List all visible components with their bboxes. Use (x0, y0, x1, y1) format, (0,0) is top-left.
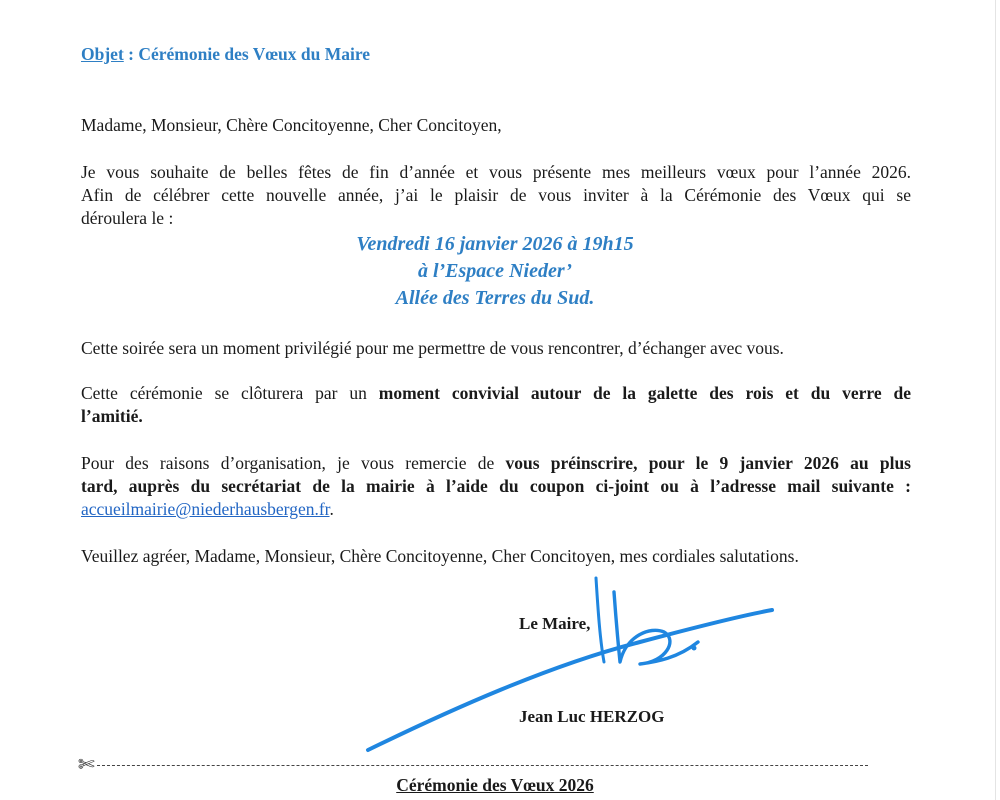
letter-subject (81, 44, 370, 65)
closing-event-bold-1: moment convivial autour de la galette des rois et du verre de (378, 383, 912, 403)
closing-event-prefix: Cette cérémonie se clôturera par un (81, 383, 379, 403)
coupon-title: Cérémonie des Vœux 2026 (396, 775, 594, 795)
registration-line-1 (81, 452, 911, 474)
event-date: Vendredi 16 janvier 2026 à 19h15 (356, 233, 634, 255)
subject-separator: : (123, 44, 139, 64)
event-venue: à l’Espace Nieder’ (417, 260, 573, 282)
subject-text: Cérémonie des Vœux du Maire (138, 44, 371, 64)
registration-bold-2: tard, auprès du secrétariat de la mairie à l’aide du coupon ci-joint ou à l’adresse mail suivante : (81, 476, 911, 496)
greeting: Madame, Monsieur, Chère Concitoyenne, Cher Concitoyen, (81, 115, 502, 135)
evening-paragraph: Cette soirée sera un moment privilégié pour me permettre de vous rencontrer, d’échanger avec vous. (81, 338, 784, 358)
scissors-icon: ✄ (78, 752, 95, 776)
closing-event-line-2 (81, 405, 911, 427)
signature-stroke (368, 610, 772, 750)
signatory-name: Jean Luc HERZOG (519, 707, 665, 726)
signature-stroke (614, 592, 698, 664)
event-address: Allée des Terres du Sud. (395, 287, 595, 309)
registration-prefix: Pour des raisons d’organisation, je vous remercie de (81, 453, 506, 473)
page-edge (995, 0, 996, 800)
cut-line (78, 754, 868, 774)
signature-stroke (596, 578, 604, 662)
registration-bold-1: vous préinscrire, pour le 9 janvier 2026 au plus (505, 453, 911, 473)
registration-line-2 (81, 475, 911, 497)
email-link[interactable]: accueilmairie@niederhausbergen.fr (81, 499, 330, 519)
registration-line-3 (81, 498, 911, 520)
intro-line-3: déroulera le : (81, 208, 174, 228)
intro-line-1: Je vous souhaite de belles fêtes de fin d’année et vous présente mes meilleurs vœux pour l’année 2026. (81, 162, 911, 182)
closing-event-bold-2: l’amitié. (81, 406, 143, 426)
registration-suffix: . (329, 499, 334, 519)
handwritten-signature (360, 570, 800, 760)
dashed-separator (97, 765, 868, 766)
intro-line-2: Afin de célébrer cette nouvelle année, j’ai le plaisir de vous inviter à la Cérémonie des Vœux qui se (81, 185, 911, 205)
subject-label: Objet (81, 44, 124, 64)
signature-dot (692, 646, 697, 651)
salutation: Veuillez agréer, Madame, Monsieur, Chère Concitoyenne, Cher Concitoyen, mes cordiales salutations. (81, 546, 799, 566)
signatory-title: Le Maire, (519, 614, 591, 633)
closing-event-line-1 (81, 382, 911, 404)
